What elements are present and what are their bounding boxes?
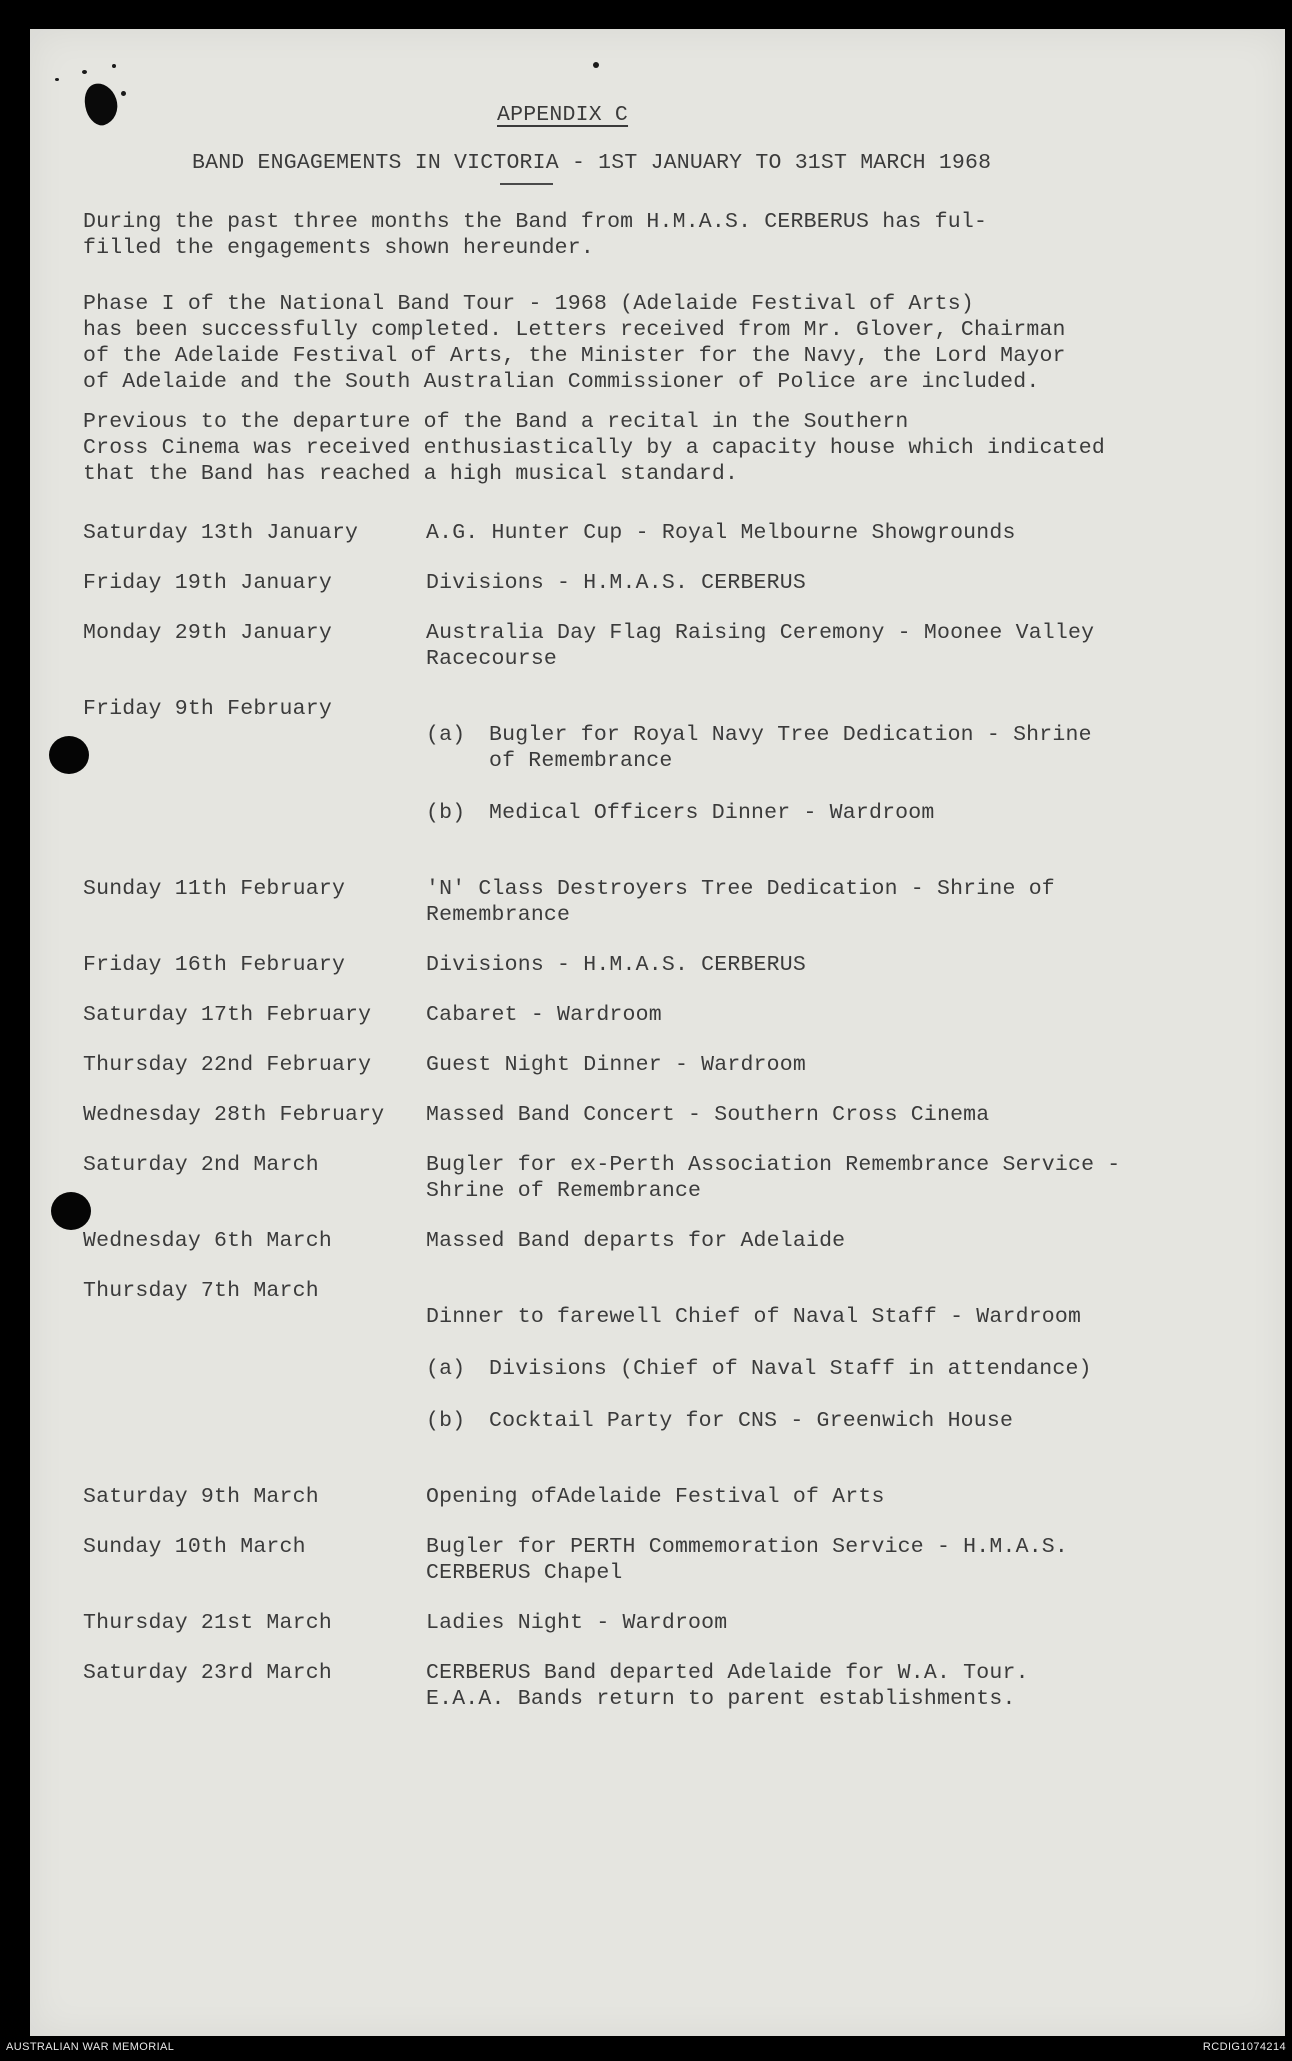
engagement-row [83, 1610, 1173, 1636]
subitem-marker: (b) [426, 1409, 466, 1433]
engagement-event: Ladies Night - Wardroom [426, 1611, 728, 1635]
engagement-row [83, 696, 1173, 852]
engagement-row [83, 1002, 1173, 1028]
subitem-text: Bugler for Royal Navy Tree Dedication - Shrine of Remembrance [489, 723, 1092, 773]
engagement-date: Wednesday 6th March [83, 1229, 332, 1253]
engagement-subitem [426, 1356, 1173, 1382]
engagement-row [83, 1052, 1173, 1078]
recital-paragraph: Previous to the departure of the Band a recital in the Southern Cross Cinema was received enthusiastically by a capacity house which indicated that the Band has reached a high musical standard. [83, 410, 1105, 486]
ink-speck [593, 62, 599, 68]
engagement-subitem [426, 800, 1173, 826]
engagement-event: Cabaret - Wardroom [426, 1003, 662, 1027]
appendix-title [497, 103, 628, 127]
engagement-event: Bugler for ex-Perth Association Remembrance Service - Shrine of Remembrance [426, 1153, 1121, 1203]
subitem-text: Cocktail Party for CNS - Greenwich House [489, 1409, 1014, 1433]
title-underline [500, 183, 553, 185]
subitem-marker: (b) [426, 801, 466, 825]
subitem-text: Medical Officers Dinner - Wardroom [489, 801, 935, 825]
ink-speck [121, 91, 126, 96]
engagement-date: Friday 19th January [83, 571, 332, 595]
archive-reference: RCDIG1074214 [1202, 2041, 1286, 2053]
engagement-event: A.G. Hunter Cup - Royal Melbourne Showgrounds [426, 521, 1016, 545]
ink-speck [82, 70, 87, 74]
engagement-row [83, 1534, 1173, 1586]
engagement-event: Guest Night Dinner - Wardroom [426, 1053, 806, 1077]
engagement-event: Divisions - H.M.A.S. CERBERUS [426, 571, 806, 595]
engagement-subitem [426, 1408, 1173, 1434]
engagement-date: Thursday 22nd February [83, 1053, 372, 1077]
engagement-subitem [426, 722, 1173, 774]
subitem-marker: (a) [426, 723, 466, 747]
engagement-row [83, 620, 1173, 672]
engagement-date: Thursday 21st March [83, 1611, 332, 1635]
engagement-date: Monday 29th January [83, 621, 332, 645]
engagement-event: Divisions - H.M.A.S. CERBERUS [426, 953, 806, 977]
ink-speck [55, 78, 59, 81]
engagement-row [83, 876, 1173, 928]
engagement-event: CERBERUS Band departed Adelaide for W.A. Tour. E.A.A. Bands return to parent establishments. [426, 1661, 1029, 1711]
engagement-date: Saturday 9th March [83, 1485, 319, 1509]
punch-hole [49, 736, 89, 774]
engagement-row [83, 952, 1173, 978]
engagement-row [83, 570, 1173, 596]
punch-hole [51, 1192, 91, 1230]
engagement-event: Massed Band departs for Adelaide [426, 1229, 846, 1253]
engagement-row [83, 1228, 1173, 1254]
engagement-row [83, 1278, 1173, 1460]
engagement-row [83, 520, 1173, 546]
engagement-event: Bugler for PERTH Commemoration Service - H.M.A.S. CERBERUS Chapel [426, 1535, 1069, 1585]
engagement-date: Sunday 11th February [83, 877, 346, 901]
engagement-row [83, 1660, 1173, 1712]
subitem-marker: (a) [426, 1357, 466, 1381]
intro-paragraph: During the past three months the Band from H.M.A.S. CERBERUS has ful- filled the engagements shown hereunder. [83, 210, 988, 260]
appendix-title-text: APPENDIX C [497, 103, 629, 127]
ink-speck [112, 64, 116, 68]
engagement-event [426, 696, 1173, 852]
engagement-date: Saturday 17th February [83, 1003, 372, 1027]
archive-credit: AUSTRALIAN WAR MEMORIAL [6, 2041, 175, 2053]
engagement-row [83, 1484, 1173, 1510]
engagement-row [83, 1152, 1173, 1204]
engagement-date: Saturday 13th January [83, 521, 359, 545]
engagement-event-main: Dinner to farewell Chief of Naval Staff - Wardroom [426, 1305, 1082, 1329]
engagement-date: Saturday 23rd March [83, 1661, 332, 1685]
engagement-date: Sunday 10th March [83, 1535, 306, 1559]
engagement-row [83, 1102, 1173, 1128]
engagement-date: Friday 9th February [83, 697, 332, 721]
engagement-date: Wednesday 28th February [83, 1103, 385, 1127]
engagement-date: Thursday 7th March [83, 1279, 319, 1303]
tour-paragraph: Phase I of the National Band Tour - 1968 (Adelaide Festival of Arts) has been successfully completed. Letters received from Mr. Glover, Chairman of the Adelaide Festival of Arts, the Minister for the Navy, the Lord Mayor of Adelaide and the South Australian Commissioner of Police are included. [83, 292, 1066, 394]
report-title: BAND ENGAGEMENTS IN VICTORIA - 1ST JANUARY TO 31ST MARCH 1968 [192, 151, 992, 175]
engagements-list [83, 520, 1173, 1736]
subitem-text: Divisions (Chief of Naval Staff in attendance) [489, 1357, 1092, 1381]
engagement-event: Australia Day Flag Raising Ceremony - Moonee Valley Racecourse [426, 621, 1095, 671]
engagement-event: Opening ofAdelaide Festival of Arts [426, 1485, 885, 1509]
engagement-date: Friday 16th February [83, 953, 346, 977]
engagement-event [426, 1278, 1173, 1460]
engagement-event: Massed Band Concert - Southern Cross Cinema [426, 1103, 990, 1127]
engagement-event: 'N' Class Destroyers Tree Dedication - Shrine of Remembrance [426, 877, 1055, 927]
engagement-date: Saturday 2nd March [83, 1153, 319, 1177]
